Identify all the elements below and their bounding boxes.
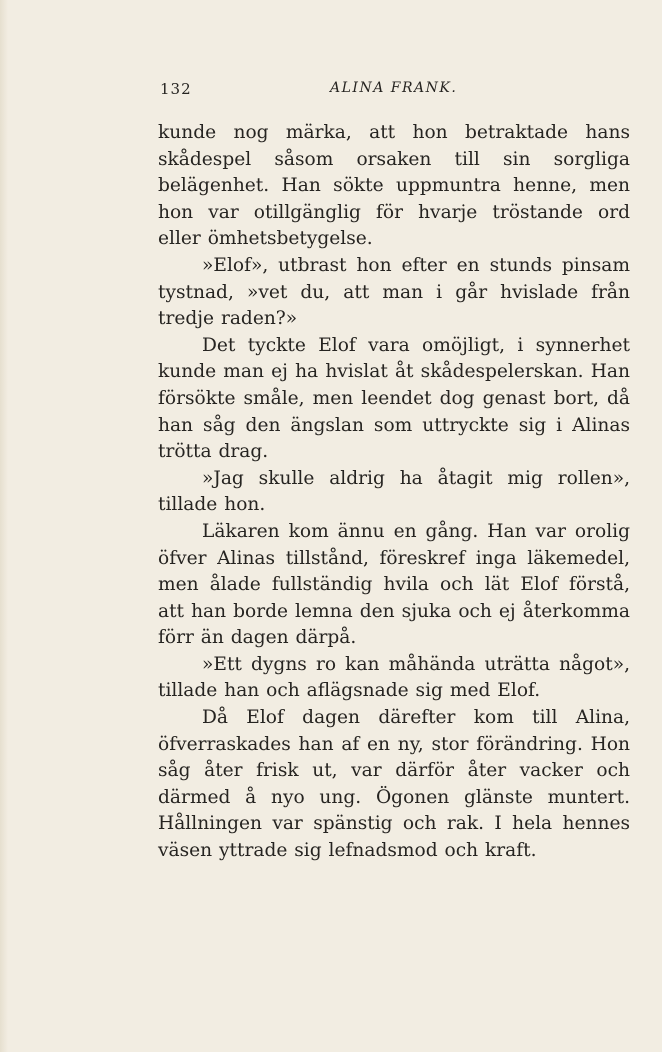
paragraph: Då Elof dagen därefter kom till Alina, öfverraskades han af en ny, stor förändring. Hon såg åter frisk ut, var därför åter vacker och därmed å nyo ung. Ögonen glänste muntert. Hållningen var spänstig och rak. I hela hennes väsen yttrade sig lefnadsmod och kraft.: [158, 707, 630, 862]
page-number: 132: [160, 80, 192, 98]
page-edge: [0, 0, 8, 1052]
paragraph: Läkaren kom ännu en gång. Han var orolig öfver Alinas tillstånd, föreskref inga läkemedel, men ålade fullständig hvila och lät Elof förstå, att han borde lemna den sjuka och ej återkomma förr än dagen därpå.: [158, 520, 630, 649]
body-text: [158, 120, 630, 865]
paragraph: »Ett dygns ro kan måhända uträtta något», tillade han och aflägsnade sig med Elof.: [158, 653, 630, 702]
running-title: ALINA FRANK.: [330, 80, 458, 96]
paragraph: kunde nog märka, att hon betraktade hans skådespel såsom orsaken till sin sorgliga belägenhet. Han sökte uppmuntra henne, men hon var otillgänglig för hvarje tröstande ord eller ömhetsbetygelse.: [158, 122, 630, 250]
paragraph: »Jag skulle aldrig ha åtagit mig rollen», tillade hon.: [158, 467, 630, 516]
page-header: [0, 76, 662, 104]
paragraph: »Elof», utbrast hon efter en stunds pinsam tystnad, »vet du, att man i går hvislade från tredje raden?»: [158, 254, 630, 330]
paragraph: Det tyckte Elof vara omöjligt, i synnerhet kunde man ej ha hvislat åt skådespelerskan. Han försökte småle, men leendet dog genast bort, då han såg den ängslan som uttryckte sig i Alinas trötta drag.: [158, 334, 630, 463]
